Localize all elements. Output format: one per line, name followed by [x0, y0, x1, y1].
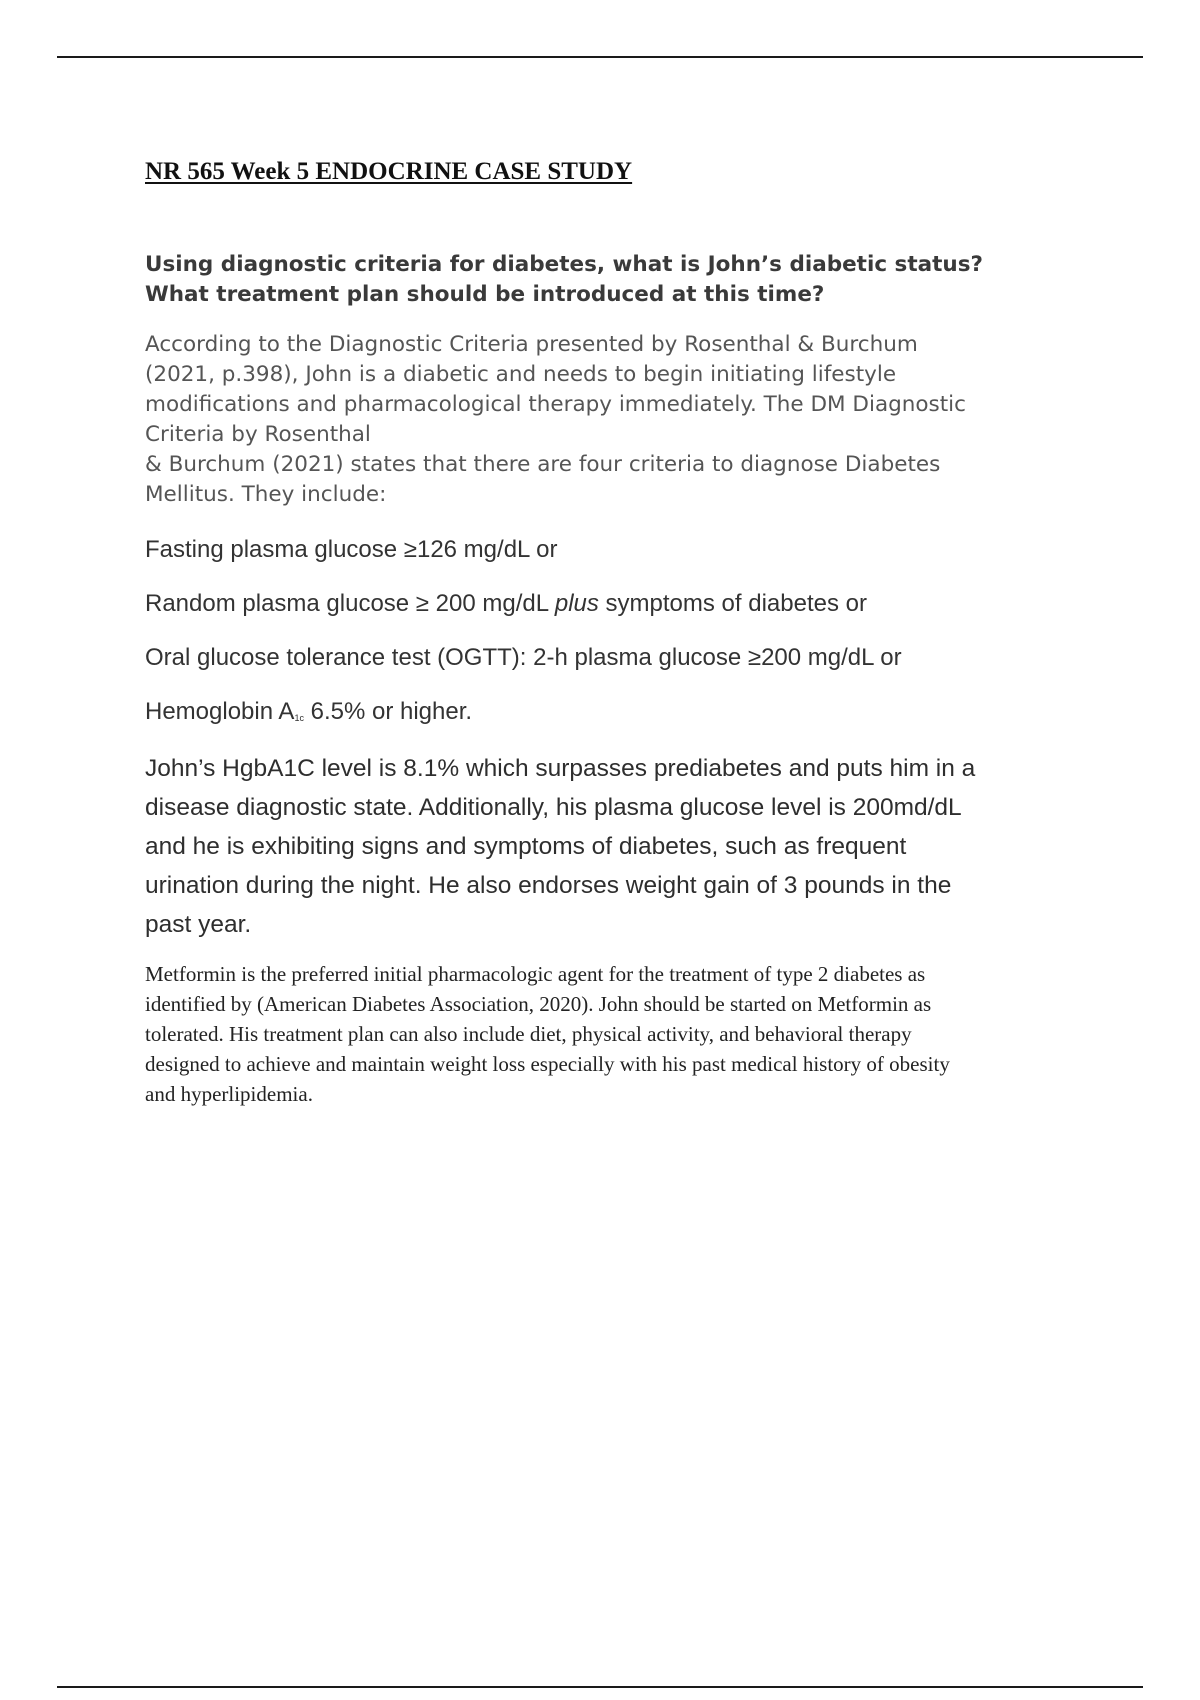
assessment-line: urination during the night. He also endorses weight gain of 3 pounds in the [145, 872, 952, 899]
criterion-subscript: 1c [294, 713, 304, 723]
criterion-hba1c [145, 698, 472, 726]
intro-line: Mellitus. They include: [145, 482, 387, 507]
criterion-text: Hemoglobin A [145, 698, 295, 725]
intro-line: (2021, p.398), John is a diabetic and needs to begin initiating lifestyle [145, 362, 897, 387]
criterion-ogtt: Oral glucose tolerance test (OGTT): 2-h plasma glucose ≥200 mg/dL or [145, 644, 902, 671]
plan-line: designed to achieve and maintain weight loss especially with his past medical history of obesity [145, 1052, 950, 1076]
plan-line: tolerated. His treatment plan can also include diet, physical activity, and behavioral therapy [145, 1022, 912, 1046]
bottom-divider [57, 1686, 1143, 1688]
plan-line: Metformin is the preferred initial pharmacologic agent for the treatment of type 2 diabetes as [145, 962, 926, 986]
assessment-line: John’s HgbA1C level is 8.1% which surpasses prediabetes and puts him in a [145, 755, 976, 782]
question-line: What treatment plan should be introduced at this time? [145, 282, 825, 307]
criterion-random-glucose [145, 590, 867, 618]
question-heading [145, 250, 1085, 310]
assessment-paragraph [145, 749, 1085, 944]
criterion-fasting-glucose: Fasting plasma glucose ≥126 mg/dL or [145, 536, 558, 563]
intro-paragraph [145, 330, 1085, 510]
criterion-text: 6.5% or higher. [303, 698, 473, 725]
intro-line: & Burchum (2021) states that there are four criteria to diagnose Diabetes [145, 452, 941, 477]
criterion-emphasis: plus [554, 590, 599, 617]
plan-line: and hyperlipidemia. [145, 1082, 313, 1106]
assessment-line: past year. [145, 911, 252, 938]
assessment-line: disease diagnostic state. Additionally, his plasma glucose level is 200md/dL [145, 794, 962, 821]
intro-line: According to the Diagnostic Criteria presented by Rosenthal & Burchum [145, 332, 918, 357]
treatment-plan-paragraph [145, 959, 1085, 1109]
plan-line: identified by (American Diabetes Association, 2020). John should be started on Metformin as [145, 992, 932, 1016]
criterion-text: symptoms of diabetes or [598, 590, 867, 617]
intro-line: modifications and pharmacological therapy immediately. The DM Diagnostic [145, 392, 966, 417]
criterion-text: Random plasma glucose ≥ 200 mg/dL [145, 590, 555, 617]
intro-line: Criteria by Rosenthal [145, 422, 371, 447]
top-divider [57, 56, 1143, 58]
document-title: NR 565 Week 5 ENDOCRINE CASE STUDY [145, 158, 633, 185]
question-line: Using diagnostic criteria for diabetes, what is John’s diabetic status? [145, 252, 983, 277]
assessment-line: and he is exhibiting signs and symptoms of diabetes, such as frequent [145, 833, 907, 860]
